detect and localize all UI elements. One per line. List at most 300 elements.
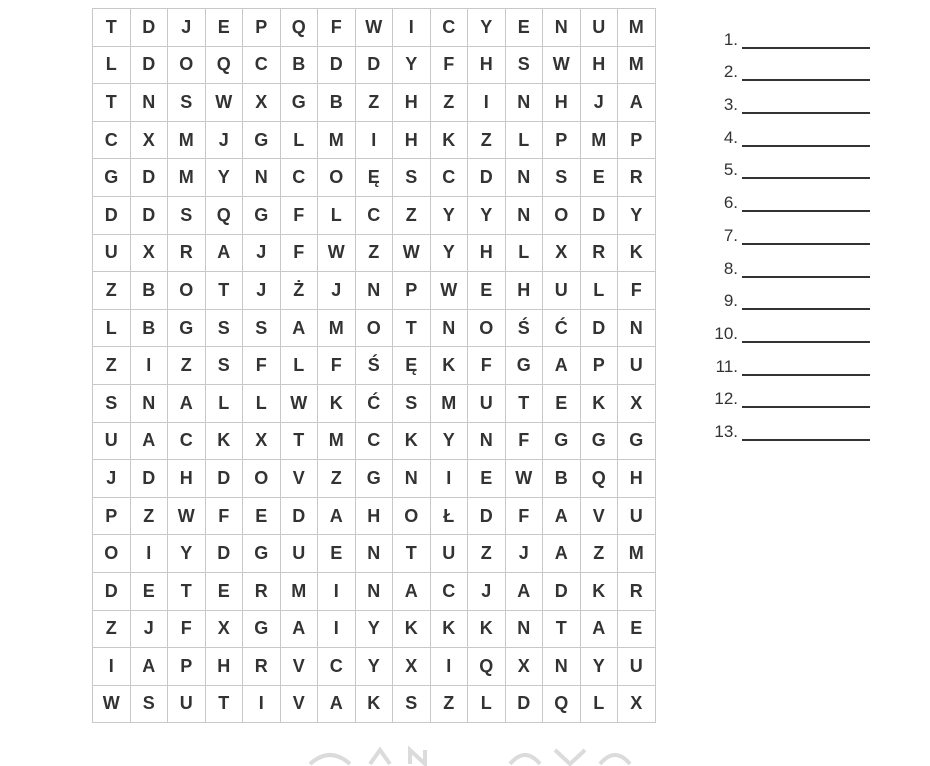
- grid-cell[interactable]: E: [130, 572, 168, 610]
- grid-cell[interactable]: N: [505, 159, 543, 197]
- grid-cell[interactable]: J: [130, 610, 168, 648]
- grid-cell[interactable]: N: [505, 84, 543, 122]
- grid-cell[interactable]: G: [543, 422, 581, 460]
- grid-cell[interactable]: M: [318, 121, 356, 159]
- grid-cell[interactable]: O: [168, 272, 206, 310]
- grid-cell[interactable]: A: [130, 648, 168, 686]
- grid-cell[interactable]: W: [280, 384, 318, 422]
- grid-cell[interactable]: N: [430, 309, 468, 347]
- grid-cell[interactable]: D: [318, 46, 356, 84]
- grid-cell[interactable]: U: [168, 685, 206, 723]
- grid-cell[interactable]: N: [393, 460, 431, 498]
- grid-cell[interactable]: R: [618, 159, 656, 197]
- grid-cell[interactable]: S: [205, 347, 243, 385]
- grid-cell[interactable]: F: [205, 497, 243, 535]
- grid-cell[interactable]: Ę: [355, 159, 393, 197]
- grid-cell[interactable]: M: [168, 159, 206, 197]
- grid-cell[interactable]: I: [393, 9, 431, 47]
- grid-cell[interactable]: G: [243, 121, 281, 159]
- grid-cell[interactable]: D: [505, 685, 543, 723]
- grid-cell[interactable]: Ć: [355, 384, 393, 422]
- answer-blank-line[interactable]: [742, 163, 870, 179]
- grid-cell[interactable]: F: [280, 234, 318, 272]
- grid-cell[interactable]: G: [93, 159, 131, 197]
- grid-cell[interactable]: V: [280, 648, 318, 686]
- grid-cell[interactable]: L: [243, 384, 281, 422]
- grid-cell[interactable]: O: [168, 46, 206, 84]
- grid-cell[interactable]: Y: [355, 610, 393, 648]
- grid-cell[interactable]: C: [355, 422, 393, 460]
- grid-cell[interactable]: U: [580, 9, 618, 47]
- grid-cell[interactable]: Z: [355, 234, 393, 272]
- grid-cell[interactable]: I: [243, 685, 281, 723]
- grid-cell[interactable]: S: [168, 196, 206, 234]
- grid-cell[interactable]: V: [280, 460, 318, 498]
- grid-cell[interactable]: X: [130, 121, 168, 159]
- grid-cell[interactable]: F: [318, 9, 356, 47]
- grid-cell[interactable]: N: [468, 422, 506, 460]
- grid-cell[interactable]: G: [505, 347, 543, 385]
- grid-cell[interactable]: F: [505, 497, 543, 535]
- grid-cell[interactable]: N: [543, 9, 581, 47]
- grid-cell[interactable]: T: [505, 384, 543, 422]
- grid-cell[interactable]: W: [205, 84, 243, 122]
- grid-cell[interactable]: T: [393, 535, 431, 573]
- grid-cell[interactable]: F: [318, 347, 356, 385]
- grid-cell[interactable]: Z: [580, 535, 618, 573]
- grid-cell[interactable]: V: [580, 497, 618, 535]
- grid-cell[interactable]: Ś: [355, 347, 393, 385]
- grid-cell[interactable]: U: [543, 272, 581, 310]
- grid-cell[interactable]: L: [318, 196, 356, 234]
- grid-cell[interactable]: N: [130, 84, 168, 122]
- grid-cell[interactable]: X: [618, 384, 656, 422]
- grid-cell[interactable]: G: [355, 460, 393, 498]
- grid-cell[interactable]: W: [543, 46, 581, 84]
- grid-cell[interactable]: Z: [355, 84, 393, 122]
- grid-cell[interactable]: D: [355, 46, 393, 84]
- answer-blank-line[interactable]: [742, 65, 870, 81]
- grid-cell[interactable]: D: [130, 196, 168, 234]
- grid-cell[interactable]: M: [618, 9, 656, 47]
- grid-cell[interactable]: P: [168, 648, 206, 686]
- grid-cell[interactable]: B: [130, 272, 168, 310]
- grid-cell[interactable]: B: [130, 309, 168, 347]
- grid-cell[interactable]: U: [468, 384, 506, 422]
- grid-cell[interactable]: B: [318, 84, 356, 122]
- grid-cell[interactable]: J: [205, 121, 243, 159]
- grid-cell[interactable]: C: [430, 572, 468, 610]
- answer-blank-line[interactable]: [742, 392, 870, 408]
- grid-cell[interactable]: H: [205, 648, 243, 686]
- grid-cell[interactable]: D: [468, 497, 506, 535]
- grid-cell[interactable]: P: [580, 347, 618, 385]
- grid-cell[interactable]: E: [205, 9, 243, 47]
- grid-cell[interactable]: E: [468, 272, 506, 310]
- grid-cell[interactable]: E: [468, 460, 506, 498]
- grid-cell[interactable]: Z: [93, 272, 131, 310]
- grid-cell[interactable]: X: [205, 610, 243, 648]
- answer-blank-line[interactable]: [742, 327, 870, 343]
- grid-cell[interactable]: G: [243, 196, 281, 234]
- grid-cell[interactable]: R: [618, 572, 656, 610]
- answer-blank-line[interactable]: [742, 229, 870, 245]
- grid-cell[interactable]: P: [93, 497, 131, 535]
- grid-cell[interactable]: U: [430, 535, 468, 573]
- grid-cell[interactable]: G: [618, 422, 656, 460]
- grid-cell[interactable]: S: [393, 159, 431, 197]
- grid-cell[interactable]: I: [430, 460, 468, 498]
- grid-cell[interactable]: M: [618, 535, 656, 573]
- grid-cell[interactable]: L: [205, 384, 243, 422]
- grid-cell[interactable]: K: [580, 384, 618, 422]
- grid-cell[interactable]: Y: [468, 196, 506, 234]
- grid-cell[interactable]: A: [280, 610, 318, 648]
- grid-cell[interactable]: R: [243, 648, 281, 686]
- grid-cell[interactable]: Ł: [430, 497, 468, 535]
- grid-cell[interactable]: K: [580, 572, 618, 610]
- grid-cell[interactable]: N: [505, 196, 543, 234]
- grid-cell[interactable]: H: [505, 272, 543, 310]
- grid-cell[interactable]: Y: [618, 196, 656, 234]
- grid-cell[interactable]: Y: [393, 46, 431, 84]
- grid-cell[interactable]: E: [618, 610, 656, 648]
- grid-cell[interactable]: S: [243, 309, 281, 347]
- grid-cell[interactable]: K: [355, 685, 393, 723]
- grid-cell[interactable]: A: [543, 497, 581, 535]
- grid-cell[interactable]: I: [355, 121, 393, 159]
- grid-cell[interactable]: W: [318, 234, 356, 272]
- grid-cell[interactable]: B: [280, 46, 318, 84]
- grid-cell[interactable]: H: [355, 497, 393, 535]
- grid-cell[interactable]: D: [543, 572, 581, 610]
- grid-cell[interactable]: Q: [205, 46, 243, 84]
- grid-cell[interactable]: Y: [205, 159, 243, 197]
- grid-cell[interactable]: Z: [93, 610, 131, 648]
- grid-cell[interactable]: P: [243, 9, 281, 47]
- grid-cell[interactable]: N: [543, 648, 581, 686]
- grid-cell[interactable]: N: [243, 159, 281, 197]
- grid-cell[interactable]: B: [543, 460, 581, 498]
- answer-blank-line[interactable]: [742, 294, 870, 310]
- grid-cell[interactable]: Q: [543, 685, 581, 723]
- grid-cell[interactable]: V: [280, 685, 318, 723]
- grid-cell[interactable]: X: [543, 234, 581, 272]
- grid-cell[interactable]: H: [618, 460, 656, 498]
- grid-cell[interactable]: J: [505, 535, 543, 573]
- grid-cell[interactable]: I: [430, 648, 468, 686]
- grid-cell[interactable]: S: [168, 84, 206, 122]
- grid-cell[interactable]: D: [130, 9, 168, 47]
- grid-cell[interactable]: D: [93, 196, 131, 234]
- grid-cell[interactable]: D: [280, 497, 318, 535]
- grid-cell[interactable]: G: [243, 535, 281, 573]
- grid-cell[interactable]: C: [430, 9, 468, 47]
- grid-cell[interactable]: S: [130, 685, 168, 723]
- grid-cell[interactable]: O: [318, 159, 356, 197]
- grid-cell[interactable]: R: [243, 572, 281, 610]
- grid-cell[interactable]: X: [505, 648, 543, 686]
- grid-cell[interactable]: P: [543, 121, 581, 159]
- grid-cell[interactable]: T: [168, 572, 206, 610]
- grid-cell[interactable]: X: [243, 84, 281, 122]
- grid-cell[interactable]: J: [318, 272, 356, 310]
- grid-cell[interactable]: O: [468, 309, 506, 347]
- grid-cell[interactable]: Ć: [543, 309, 581, 347]
- grid-cell[interactable]: J: [168, 9, 206, 47]
- grid-cell[interactable]: A: [205, 234, 243, 272]
- grid-cell[interactable]: T: [205, 685, 243, 723]
- grid-cell[interactable]: M: [618, 46, 656, 84]
- grid-cell[interactable]: M: [280, 572, 318, 610]
- grid-cell[interactable]: A: [505, 572, 543, 610]
- grid-cell[interactable]: G: [243, 610, 281, 648]
- grid-cell[interactable]: S: [393, 384, 431, 422]
- grid-cell[interactable]: O: [93, 535, 131, 573]
- grid-cell[interactable]: S: [393, 685, 431, 723]
- grid-cell[interactable]: A: [393, 572, 431, 610]
- answer-blank-line[interactable]: [742, 131, 870, 147]
- grid-cell[interactable]: U: [93, 422, 131, 460]
- grid-row: [93, 46, 656, 84]
- answer-blank-line[interactable]: [742, 33, 870, 49]
- grid-cell[interactable]: N: [355, 535, 393, 573]
- grid-cell[interactable]: K: [468, 610, 506, 648]
- grid-cell[interactable]: N: [505, 610, 543, 648]
- grid-cell[interactable]: T: [93, 9, 131, 47]
- grid-cell[interactable]: P: [618, 121, 656, 159]
- grid-cell[interactable]: I: [93, 648, 131, 686]
- grid-cell[interactable]: F: [430, 46, 468, 84]
- grid-cell[interactable]: P: [393, 272, 431, 310]
- grid-cell[interactable]: Y: [168, 535, 206, 573]
- grid-cell[interactable]: D: [580, 196, 618, 234]
- grid-cell[interactable]: Z: [430, 84, 468, 122]
- grid-cell[interactable]: U: [618, 497, 656, 535]
- grid-cell[interactable]: Y: [580, 648, 618, 686]
- answer-blank-line[interactable]: [742, 425, 870, 441]
- grid-cell[interactable]: S: [93, 384, 131, 422]
- grid-cell[interactable]: L: [580, 272, 618, 310]
- grid-cell[interactable]: M: [318, 309, 356, 347]
- grid-cell[interactable]: J: [243, 272, 281, 310]
- grid-cell[interactable]: N: [618, 309, 656, 347]
- grid-cell[interactable]: S: [205, 309, 243, 347]
- grid-cell[interactable]: R: [580, 234, 618, 272]
- grid-cell[interactable]: N: [355, 272, 393, 310]
- grid-cell[interactable]: L: [580, 685, 618, 723]
- grid-cell[interactable]: Q: [468, 648, 506, 686]
- grid-cell[interactable]: K: [205, 422, 243, 460]
- grid-cell[interactable]: Q: [580, 460, 618, 498]
- grid-cell[interactable]: H: [580, 46, 618, 84]
- grid-cell[interactable]: Z: [468, 121, 506, 159]
- grid-cell[interactable]: Ś: [505, 309, 543, 347]
- grid-cell[interactable]: Z: [318, 460, 356, 498]
- grid-cell[interactable]: T: [93, 84, 131, 122]
- grid-cell[interactable]: Q: [205, 196, 243, 234]
- grid-cell[interactable]: X: [618, 685, 656, 723]
- grid-cell[interactable]: D: [130, 460, 168, 498]
- grid-cell[interactable]: M: [168, 121, 206, 159]
- grid-cell[interactable]: U: [93, 234, 131, 272]
- grid-cell[interactable]: E: [580, 159, 618, 197]
- grid-cell[interactable]: K: [430, 121, 468, 159]
- grid-cell[interactable]: W: [393, 234, 431, 272]
- grid-cell[interactable]: C: [280, 159, 318, 197]
- grid-cell[interactable]: K: [430, 610, 468, 648]
- grid-cell[interactable]: Y: [430, 196, 468, 234]
- grid-cell[interactable]: D: [130, 159, 168, 197]
- grid-cell[interactable]: W: [505, 460, 543, 498]
- grid-cell[interactable]: H: [468, 234, 506, 272]
- grid-cell[interactable]: Y: [430, 422, 468, 460]
- answer-blank-line[interactable]: [742, 98, 870, 114]
- grid-cell[interactable]: Ż: [280, 272, 318, 310]
- grid-cell[interactable]: C: [93, 121, 131, 159]
- grid-cell[interactable]: D: [93, 572, 131, 610]
- grid-cell[interactable]: F: [168, 610, 206, 648]
- grid-cell[interactable]: W: [93, 685, 131, 723]
- grid-cell[interactable]: Z: [430, 685, 468, 723]
- grid-cell[interactable]: E: [205, 572, 243, 610]
- grid-cell[interactable]: J: [93, 460, 131, 498]
- grid-cell[interactable]: K: [393, 422, 431, 460]
- grid-cell[interactable]: O: [355, 309, 393, 347]
- grid-cell[interactable]: M: [318, 422, 356, 460]
- grid-row: [93, 121, 656, 159]
- grid-cell[interactable]: K: [393, 610, 431, 648]
- grid-cell[interactable]: Ę: [393, 347, 431, 385]
- grid-cell[interactable]: X: [393, 648, 431, 686]
- grid-cell[interactable]: H: [168, 460, 206, 498]
- grid-cell[interactable]: Y: [468, 9, 506, 47]
- grid-cell[interactable]: F: [280, 196, 318, 234]
- grid-cell[interactable]: S: [505, 46, 543, 84]
- grid-cell[interactable]: O: [543, 196, 581, 234]
- grid-cell[interactable]: U: [618, 347, 656, 385]
- grid-cell[interactable]: H: [468, 46, 506, 84]
- grid-cell[interactable]: I: [130, 535, 168, 573]
- grid-cell[interactable]: T: [280, 422, 318, 460]
- answer-blank-line[interactable]: [742, 360, 870, 376]
- grid-cell[interactable]: D: [468, 159, 506, 197]
- grid-cell[interactable]: H: [543, 84, 581, 122]
- grid-cell[interactable]: K: [318, 384, 356, 422]
- grid-cell[interactable]: I: [318, 572, 356, 610]
- grid-cell[interactable]: O: [243, 460, 281, 498]
- grid-cell[interactable]: E: [243, 497, 281, 535]
- grid-cell[interactable]: E: [505, 9, 543, 47]
- grid-cell[interactable]: Z: [93, 347, 131, 385]
- grid-cell[interactable]: N: [355, 572, 393, 610]
- grid-cell[interactable]: R: [168, 234, 206, 272]
- grid-cell[interactable]: C: [318, 648, 356, 686]
- grid-cell[interactable]: M: [580, 121, 618, 159]
- grid-cell[interactable]: T: [543, 610, 581, 648]
- grid-cell[interactable]: E: [543, 384, 581, 422]
- grid-cell[interactable]: C: [355, 196, 393, 234]
- grid-cell[interactable]: A: [618, 84, 656, 122]
- grid-cell[interactable]: Y: [355, 648, 393, 686]
- grid-cell[interactable]: W: [355, 9, 393, 47]
- grid-cell[interactable]: G: [280, 84, 318, 122]
- grid-cell[interactable]: O: [393, 497, 431, 535]
- grid-cell[interactable]: L: [505, 234, 543, 272]
- grid-cell[interactable]: L: [468, 685, 506, 723]
- grid-cell[interactable]: I: [130, 347, 168, 385]
- grid-cell[interactable]: I: [468, 84, 506, 122]
- grid-cell[interactable]: D: [205, 460, 243, 498]
- grid-cell[interactable]: Z: [393, 196, 431, 234]
- grid-cell[interactable]: E: [318, 535, 356, 573]
- grid-cell[interactable]: F: [505, 422, 543, 460]
- grid-cell[interactable]: F: [243, 347, 281, 385]
- grid-cell[interactable]: D: [580, 309, 618, 347]
- answer-blank-line[interactable]: [742, 262, 870, 278]
- grid-cell[interactable]: W: [430, 272, 468, 310]
- grid-cell[interactable]: G: [168, 309, 206, 347]
- grid-cell[interactable]: L: [93, 46, 131, 84]
- grid-cell[interactable]: L: [93, 309, 131, 347]
- grid-cell[interactable]: Y: [430, 234, 468, 272]
- grid-cell[interactable]: K: [618, 234, 656, 272]
- grid-cell[interactable]: X: [130, 234, 168, 272]
- grid-cell[interactable]: D: [130, 46, 168, 84]
- grid-cell[interactable]: W: [168, 497, 206, 535]
- grid-cell[interactable]: C: [243, 46, 281, 84]
- grid-cell[interactable]: N: [130, 384, 168, 422]
- grid-cell[interactable]: U: [618, 648, 656, 686]
- grid-cell[interactable]: L: [505, 121, 543, 159]
- grid-cell[interactable]: G: [580, 422, 618, 460]
- grid-cell[interactable]: A: [580, 610, 618, 648]
- grid-cell[interactable]: K: [430, 347, 468, 385]
- grid-cell[interactable]: Z: [468, 535, 506, 573]
- grid-cell[interactable]: Z: [130, 497, 168, 535]
- grid-cell[interactable]: F: [618, 272, 656, 310]
- grid-cell[interactable]: L: [280, 347, 318, 385]
- grid-cell[interactable]: A: [543, 347, 581, 385]
- grid-cell[interactable]: J: [243, 234, 281, 272]
- grid-cell[interactable]: L: [280, 121, 318, 159]
- grid-cell[interactable]: F: [468, 347, 506, 385]
- grid-cell[interactable]: C: [168, 422, 206, 460]
- grid-cell[interactable]: D: [205, 535, 243, 573]
- grid-cell[interactable]: T: [393, 309, 431, 347]
- grid-cell[interactable]: A: [318, 685, 356, 723]
- grid-cell[interactable]: S: [543, 159, 581, 197]
- grid-cell[interactable]: A: [280, 309, 318, 347]
- grid-cell[interactable]: A: [130, 422, 168, 460]
- answer-blank-line[interactable]: [742, 196, 870, 212]
- grid-cell[interactable]: Z: [168, 347, 206, 385]
- grid-cell[interactable]: J: [468, 572, 506, 610]
- grid-cell[interactable]: I: [318, 610, 356, 648]
- grid-cell[interactable]: C: [430, 159, 468, 197]
- grid-cell[interactable]: Q: [280, 9, 318, 47]
- grid-cell[interactable]: H: [393, 121, 431, 159]
- grid-cell[interactable]: U: [280, 535, 318, 573]
- grid-cell[interactable]: A: [318, 497, 356, 535]
- grid-cell[interactable]: A: [543, 535, 581, 573]
- grid-cell[interactable]: H: [393, 84, 431, 122]
- grid-cell[interactable]: X: [243, 422, 281, 460]
- grid-cell[interactable]: M: [430, 384, 468, 422]
- grid-cell[interactable]: J: [580, 84, 618, 122]
- grid-cell[interactable]: A: [168, 384, 206, 422]
- grid-cell[interactable]: T: [205, 272, 243, 310]
